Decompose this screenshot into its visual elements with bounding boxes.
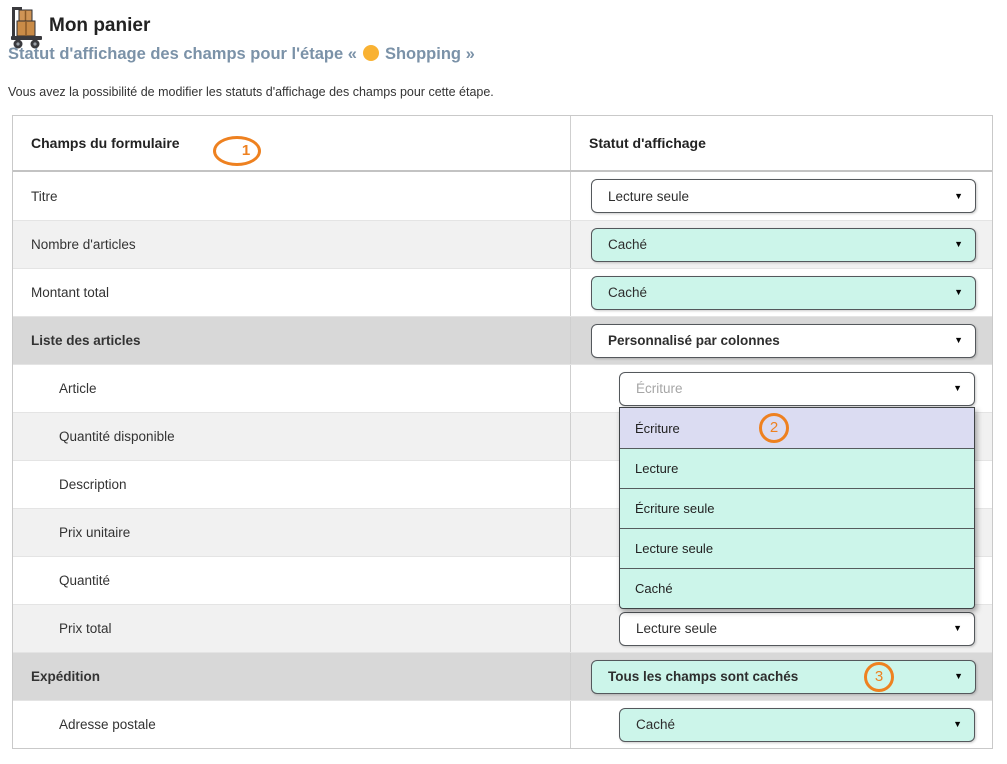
group-label: Expédition [31,669,101,684]
fields-status-table [12,115,993,749]
page-title: Mon panier [49,15,151,36]
step-status-dot-icon [363,45,379,61]
table-header-row [13,116,992,172]
status-select-liste-des-articles[interactable]: Personnalisé par colonnes ▼ [591,324,976,358]
chevron-down-icon: ▼ [953,623,962,633]
annotation-badge-3: 3 [864,662,894,692]
status-select-titre[interactable]: Lecture seule ▼ [591,179,976,213]
dropdown-option-lecture[interactable]: Lecture [620,448,974,488]
row-nombre-articles [13,220,992,268]
field-label: Titre [31,188,58,204]
column-header-fields: Champs du formulaire 1 [13,116,571,170]
step-name: Shopping [384,45,462,63]
row-montant-total [13,268,992,316]
group-label: Liste des articles [31,333,141,348]
chevron-down-icon: ▼ [954,239,963,249]
status-select-article[interactable]: Écriture ▼ [619,372,975,406]
subfield-label: Quantité [59,573,111,588]
row-titre [13,172,992,220]
chevron-down-icon: ▼ [954,335,963,345]
chevron-down-icon: ▼ [954,287,963,297]
intro-text: Vous avez la possibilité de modifier les statuts d'affichage des champs pour cette étape. [8,85,494,99]
subfield-label: Article [59,381,97,396]
column-header-status: Statut d'affichage [589,135,706,151]
step-subtitle: Statut d'affichage des champs pour l'étape « Shopping » [8,45,475,63]
subfield-label: Prix total [59,621,112,636]
status-select-montant-total[interactable]: Caché ▼ [591,276,976,310]
annotation-badge-2: 2 [759,413,789,443]
subfield-label: Description [59,477,127,492]
dropdown-option-lecture-seule[interactable]: Lecture seule [620,528,974,568]
status-select-prix-total[interactable]: Lecture seule ▼ [619,612,975,646]
chevron-down-icon: ▼ [954,671,963,681]
dropdown-option-ecriture[interactable]: Écriture 2 [620,408,974,448]
status-select-adresse-postale[interactable]: Caché ▼ [619,708,975,742]
page-header [8,4,988,109]
chevron-down-icon: ▼ [953,383,962,393]
status-select-expedition[interactable]: Tous les champs sont cachés 3 ▼ [591,660,976,694]
field-label: Montant total [31,285,110,300]
row-expedition [13,652,992,700]
subfield-label: Adresse postale [59,717,156,732]
annotation-badge-1: 1 [213,136,261,166]
subfield-label: Prix unitaire [59,525,131,540]
chevron-down-icon: ▼ [954,190,963,201]
status-dropdown-list [619,407,975,609]
row-prix-total [13,604,992,652]
dropdown-option-ecriture-seule[interactable]: Écriture seule [620,488,974,528]
field-label: Nombre d'articles [31,237,136,252]
subfield-label: Quantité disponible [59,429,175,444]
status-select-nombre-articles[interactable]: Caché ▼ [591,228,976,262]
row-liste-des-articles [13,316,992,364]
dropdown-option-cache[interactable]: Caché [620,568,974,608]
row-adresse-postale [13,700,992,748]
chevron-down-icon: ▼ [953,719,962,729]
